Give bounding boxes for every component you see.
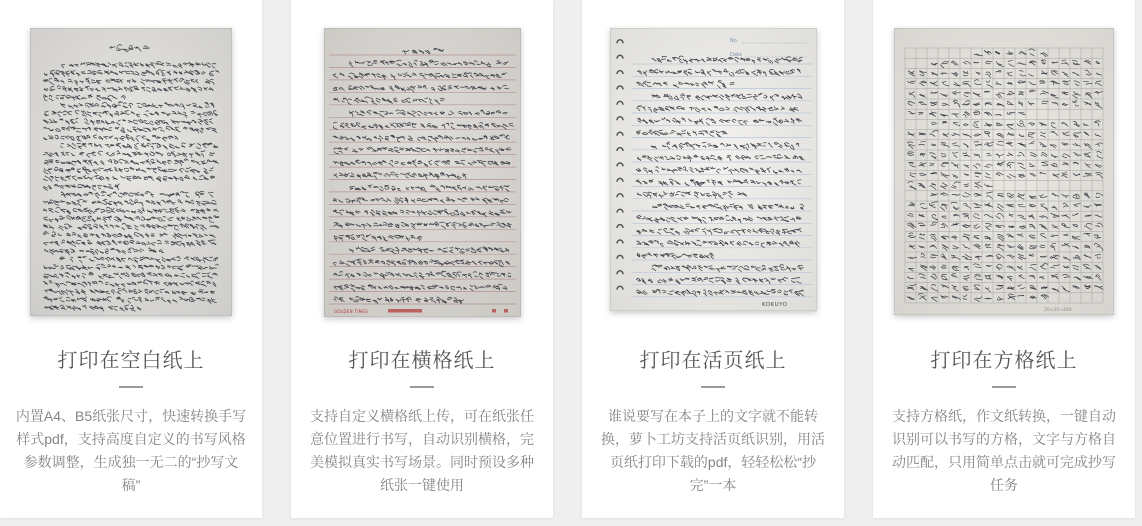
ruled-paper-photo [324, 28, 521, 317]
svg-text:GOLDEN TIMES: GOLDEN TIMES [333, 309, 368, 314]
card-title: 打印在空白纸上 [57, 350, 205, 372]
feature-card-blank-paper [0, 0, 262, 518]
grid-paper-photo [894, 28, 1114, 315]
svg-text:20×20=400: 20×20=400 [1044, 308, 1072, 313]
svg-text:Date: Date [729, 52, 742, 58]
photo-area [291, 0, 553, 318]
card-description: 支持方格纸，作文纸转换，一键自动识别可以书写的方格，文字与方格自动匹配，只用简单点击就可完成抄写任务 [892, 408, 1116, 493]
title-divider [701, 386, 725, 388]
photo-area [582, 0, 844, 318]
card-title: 打印在方格纸上 [930, 350, 1078, 372]
title-divider [410, 386, 434, 388]
feature-card-ruled-paper [291, 0, 553, 518]
card-description: 谁说要写在本子上的文字就不能转换，萝卜工坊支持活页纸识别，用活页纸打印下载的pdf，轻轻松松“抄完”一本 [601, 408, 825, 493]
title-divider [992, 386, 1016, 388]
loose-leaf-paper-photo [610, 28, 817, 311]
title-divider [119, 386, 143, 388]
photo-area [0, 0, 262, 318]
photo-area [873, 0, 1135, 318]
blank-paper-photo [30, 28, 232, 316]
card-title: 打印在横格纸上 [348, 350, 496, 372]
svg-text:No.: No. [729, 38, 738, 44]
card-description: 内置A4、B5纸张尺寸，快速转换手写样式pdf，支持高度自定义的书写风格参数调整，生成独一无二的“抄写文稿” [15, 408, 247, 493]
svg-text:KOKUYO: KOKUYO [761, 302, 788, 308]
card-description: 支持自定义横格纸上传，可在纸张任意位置进行书写，自动识别横格，完美模拟真实书写场景。同时预设多种纸张一键使用 [310, 408, 534, 493]
feature-card-grid-paper [873, 0, 1135, 518]
card-title: 打印在活页纸上 [639, 350, 787, 372]
feature-card-loose-leaf-paper [582, 0, 844, 518]
